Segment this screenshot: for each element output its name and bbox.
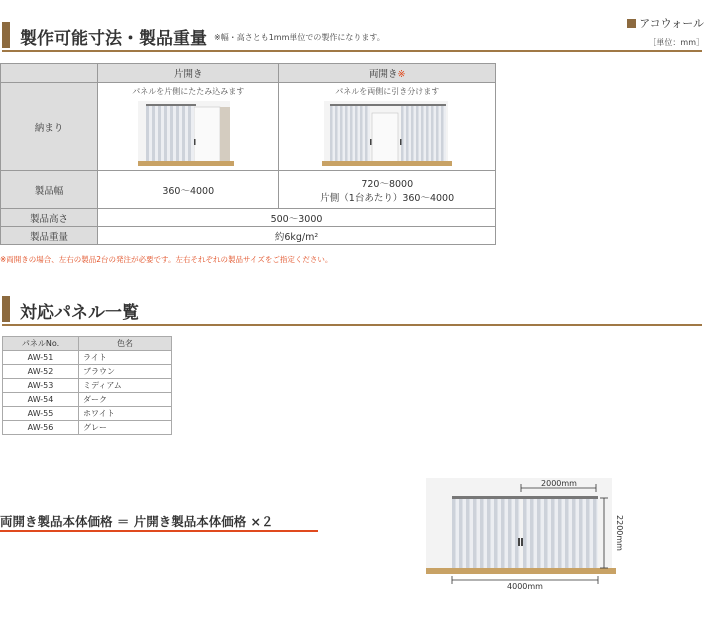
accordion-panels [452,499,598,568]
floor [426,568,616,574]
table-row [3,379,172,393]
floor [322,161,452,166]
panel-fold [411,106,414,161]
table-row [3,407,172,421]
panel-fold [146,106,149,161]
opening [194,107,220,163]
width-double-per-unit: 片側（1台あたり）360～4000 [320,192,455,204]
height-value: 500～3000 [98,209,496,227]
table-row [3,421,172,435]
header-single-label: 片開き [173,69,203,80]
panel-fold [360,106,363,161]
panel-fold [544,499,548,568]
dimension-diagram [424,476,624,596]
panel-fold [182,106,185,161]
panel-fold [572,499,576,568]
unit-label: ［単位：mm］ [648,38,704,47]
brand-label [627,15,704,31]
panel-fold [340,106,343,161]
side-wall [220,107,230,163]
panel-fold [487,499,491,568]
row-label-height: 製品高さ [1,209,98,227]
weight-value: 約6kg/m² [98,227,496,245]
panel-no: AW-52 [3,365,79,379]
panel-header-color: 色名 [79,337,172,351]
caption-double: パネルを両側に引き分けます [335,87,440,96]
panel-fold [523,499,527,568]
section-note: ※幅・高さとも1mm単位での製作になります。 [214,33,385,42]
heading-bar [2,296,10,322]
panel-fold [466,499,470,568]
panel-color: グレー [79,421,172,435]
panel-fold [345,106,348,161]
panel-fold [452,499,456,568]
panel-fold [508,499,512,568]
panel-fold [459,499,463,568]
caption-single: パネルを片側にたたみ込みます [132,87,245,96]
panel-fold [365,106,368,161]
panel-fold [501,499,505,568]
width-single-value: 360～4000 [98,171,279,209]
panel-no: AW-51 [3,351,79,365]
panel-fold [170,106,173,161]
height-label: 2200mm [615,515,624,551]
brand-name: アコウォール [639,17,704,30]
panel-color: ライト [79,351,172,365]
width-double-range: 720～8000 [361,178,414,190]
spec-header-double [279,64,496,83]
panel-fold [530,499,534,568]
panel-fold [473,499,477,568]
panel-fold [330,106,333,161]
asterisk-mark: ※ [397,69,406,80]
panel-color: ブラウン [79,365,172,379]
panel-no: AW-55 [3,407,79,421]
panel-fold [537,499,541,568]
panel-fold [436,106,439,161]
panel-fold [579,499,583,568]
header-double-label: 両開き [368,69,398,80]
section-title-dimensions: 製作可能寸法・製品重量 [20,29,207,49]
section-heading-dimensions [2,22,702,54]
formula-underline [0,530,318,532]
floor [138,161,234,166]
panel-no: AW-54 [3,393,79,407]
panel-fold [158,106,161,161]
spec-header-single [98,64,279,83]
opening [372,113,398,163]
panel-fold [421,106,424,161]
panel-fold [188,106,191,161]
panel-fold [565,499,569,568]
row-label-width: 製品幅 [1,171,98,209]
panel-fold [586,499,590,568]
spec-table [0,63,496,245]
panel-color: ミディアム [79,379,172,393]
panel-fold [335,106,338,161]
panel-no: AW-56 [3,421,79,435]
panel-table [2,336,172,435]
table-row [3,393,172,407]
top-rail [146,104,196,106]
section-title-panels: 対応パネル一覧 [20,303,139,323]
top-rail [330,104,446,106]
panel-fold [426,106,429,161]
panel-fold [431,106,434,161]
panel-fold [494,499,498,568]
panel-fold [401,106,404,161]
row-label-weight: 製品重量 [1,227,98,245]
single-open-illustration [138,99,238,169]
panel-fold [355,106,358,161]
panel-fold [416,106,419,161]
top-rail [452,496,598,499]
handle [194,139,196,145]
panel-color: ダーク [79,393,172,407]
double-open-illustration [322,99,452,169]
panel-fold [551,499,555,568]
handle-left [518,538,520,546]
double-open-note: ※両開きの場合、左右の製品2台の発注が必要です。左右それぞれの製品サイズをご指定ください。 [0,255,333,264]
panel-fold [558,499,562,568]
width-double-cell [279,171,496,209]
panel-fold [350,106,353,161]
table-row [3,351,172,365]
panel-fold [515,499,519,568]
half-width-label: 2000mm [541,479,577,488]
price-formula: 両開き製品本体価格 ＝ 片開き製品本体価格 ×２ [0,514,274,529]
handle-right [521,538,523,546]
panel-fold [593,499,597,568]
handle-right [400,139,402,145]
panel-fold [441,106,444,161]
heading-underline [2,324,702,326]
folded-panels [146,106,194,161]
panel-fold [176,106,179,161]
panel-fold [406,106,409,161]
panel-header-no: パネルNo. [3,337,79,351]
brand-square-icon [627,19,636,28]
panel-fold [152,106,155,161]
heading-underline [2,50,702,52]
panel-fold [164,106,167,161]
row-label-storage: 納まり [1,83,98,171]
heading-bar [2,22,10,48]
total-width-label: 4000mm [507,582,543,591]
panel-fold [480,499,484,568]
double-open-illustration-cell [279,83,496,171]
single-open-illustration-cell [98,83,279,171]
handle-left [370,139,372,145]
section-heading-panels [2,296,702,328]
table-row [3,365,172,379]
spec-header-empty [1,64,98,83]
panel-color: ホワイト [79,407,172,421]
panel-no: AW-53 [3,379,79,393]
